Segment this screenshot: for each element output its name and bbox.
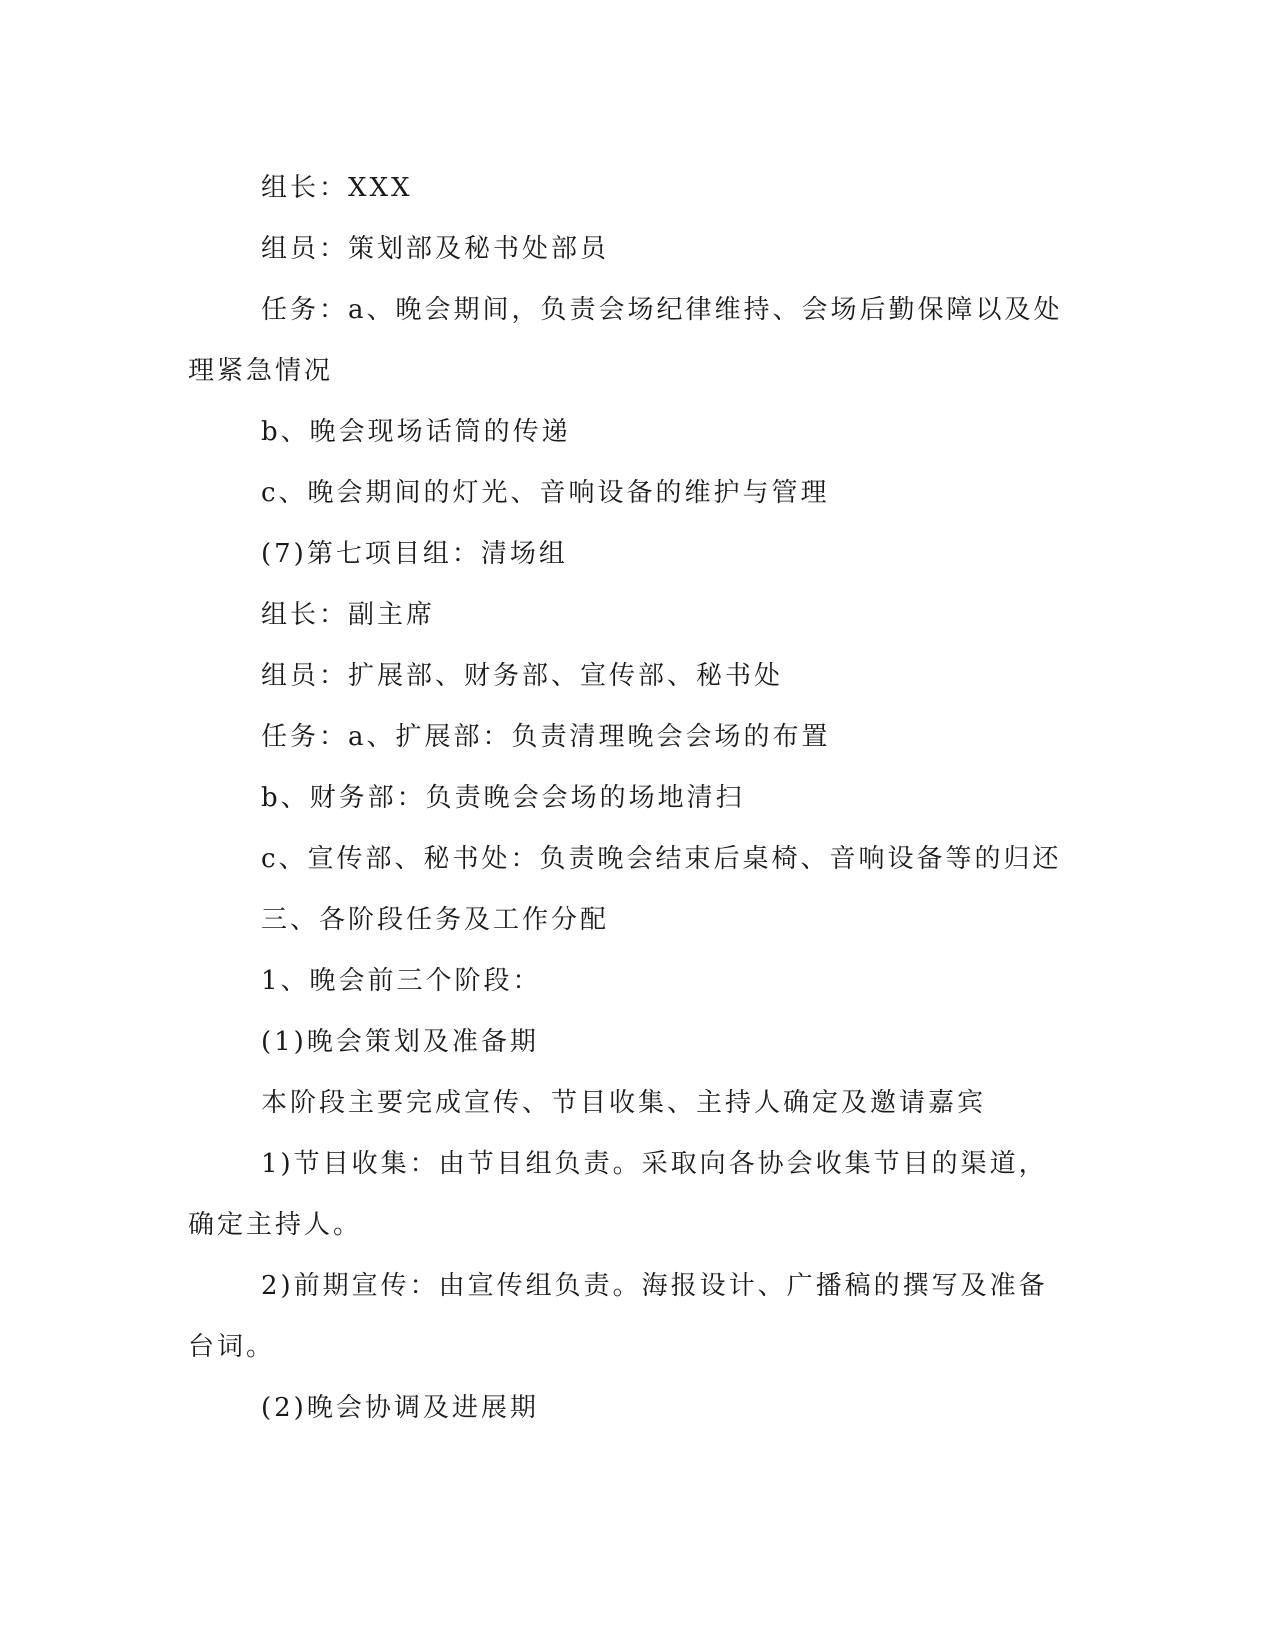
paragraph-group-7-task-c: c、宣传部、秘书处：负责晚会结束后桌椅、音响设备等的归还: [261, 844, 1062, 874]
paragraph-stage-1: 1、晚会前三个阶段：: [261, 966, 542, 996]
paragraph-group-leader: 组长：XXX: [261, 173, 413, 203]
paragraph-task-a: 任务：a、晚会期间，负责会场纪律维持、会场后勤保障以及处理紧急情况: [188, 295, 1063, 386]
paragraph-group-7-task-a: 任务：a、扩展部：负责清理晚会会场的布置: [261, 722, 831, 752]
paragraph-group-members: 组员：策划部及秘书处部员: [261, 234, 610, 264]
paragraph-phase-2: (2)晚会协调及进展期: [261, 1393, 539, 1423]
paragraph-group-7-heading: (7)第七项目组：清场组: [261, 539, 568, 569]
paragraph-task-b: b、晚会现场话筒的传递: [261, 417, 571, 447]
paragraph-group-7-members: 组员：扩展部、财务部、宣传部、秘书处: [261, 661, 784, 691]
paragraph-early-publicity: 2)前期宣传：由宣传组负责。海报设计、广播稿的撰写及准备台词。: [188, 1271, 1048, 1362]
paragraph-group-7-leader: 组长：副主席: [261, 600, 436, 630]
document-body: [188, 158, 1068, 1439]
paragraph-group-7-task-b: b、财务部：负责晚会会场的场地清扫: [261, 783, 745, 813]
paragraph-phase-1-summary: 本阶段主要完成宣传、节目收集、主持人确定及邀请嘉宾: [261, 1088, 987, 1118]
paragraph-phase-1: (1)晚会策划及准备期: [261, 1027, 539, 1057]
paragraph-program-collection: 1)节目收集：由节目组负责。采取向各协会收集节目的渠道，确定主持人。: [188, 1149, 1048, 1240]
section-heading-3: 三、各阶段任务及工作分配: [261, 905, 610, 935]
paragraph-task-c: c、晚会期间的灯光、音响设备的维护与管理: [261, 478, 830, 508]
